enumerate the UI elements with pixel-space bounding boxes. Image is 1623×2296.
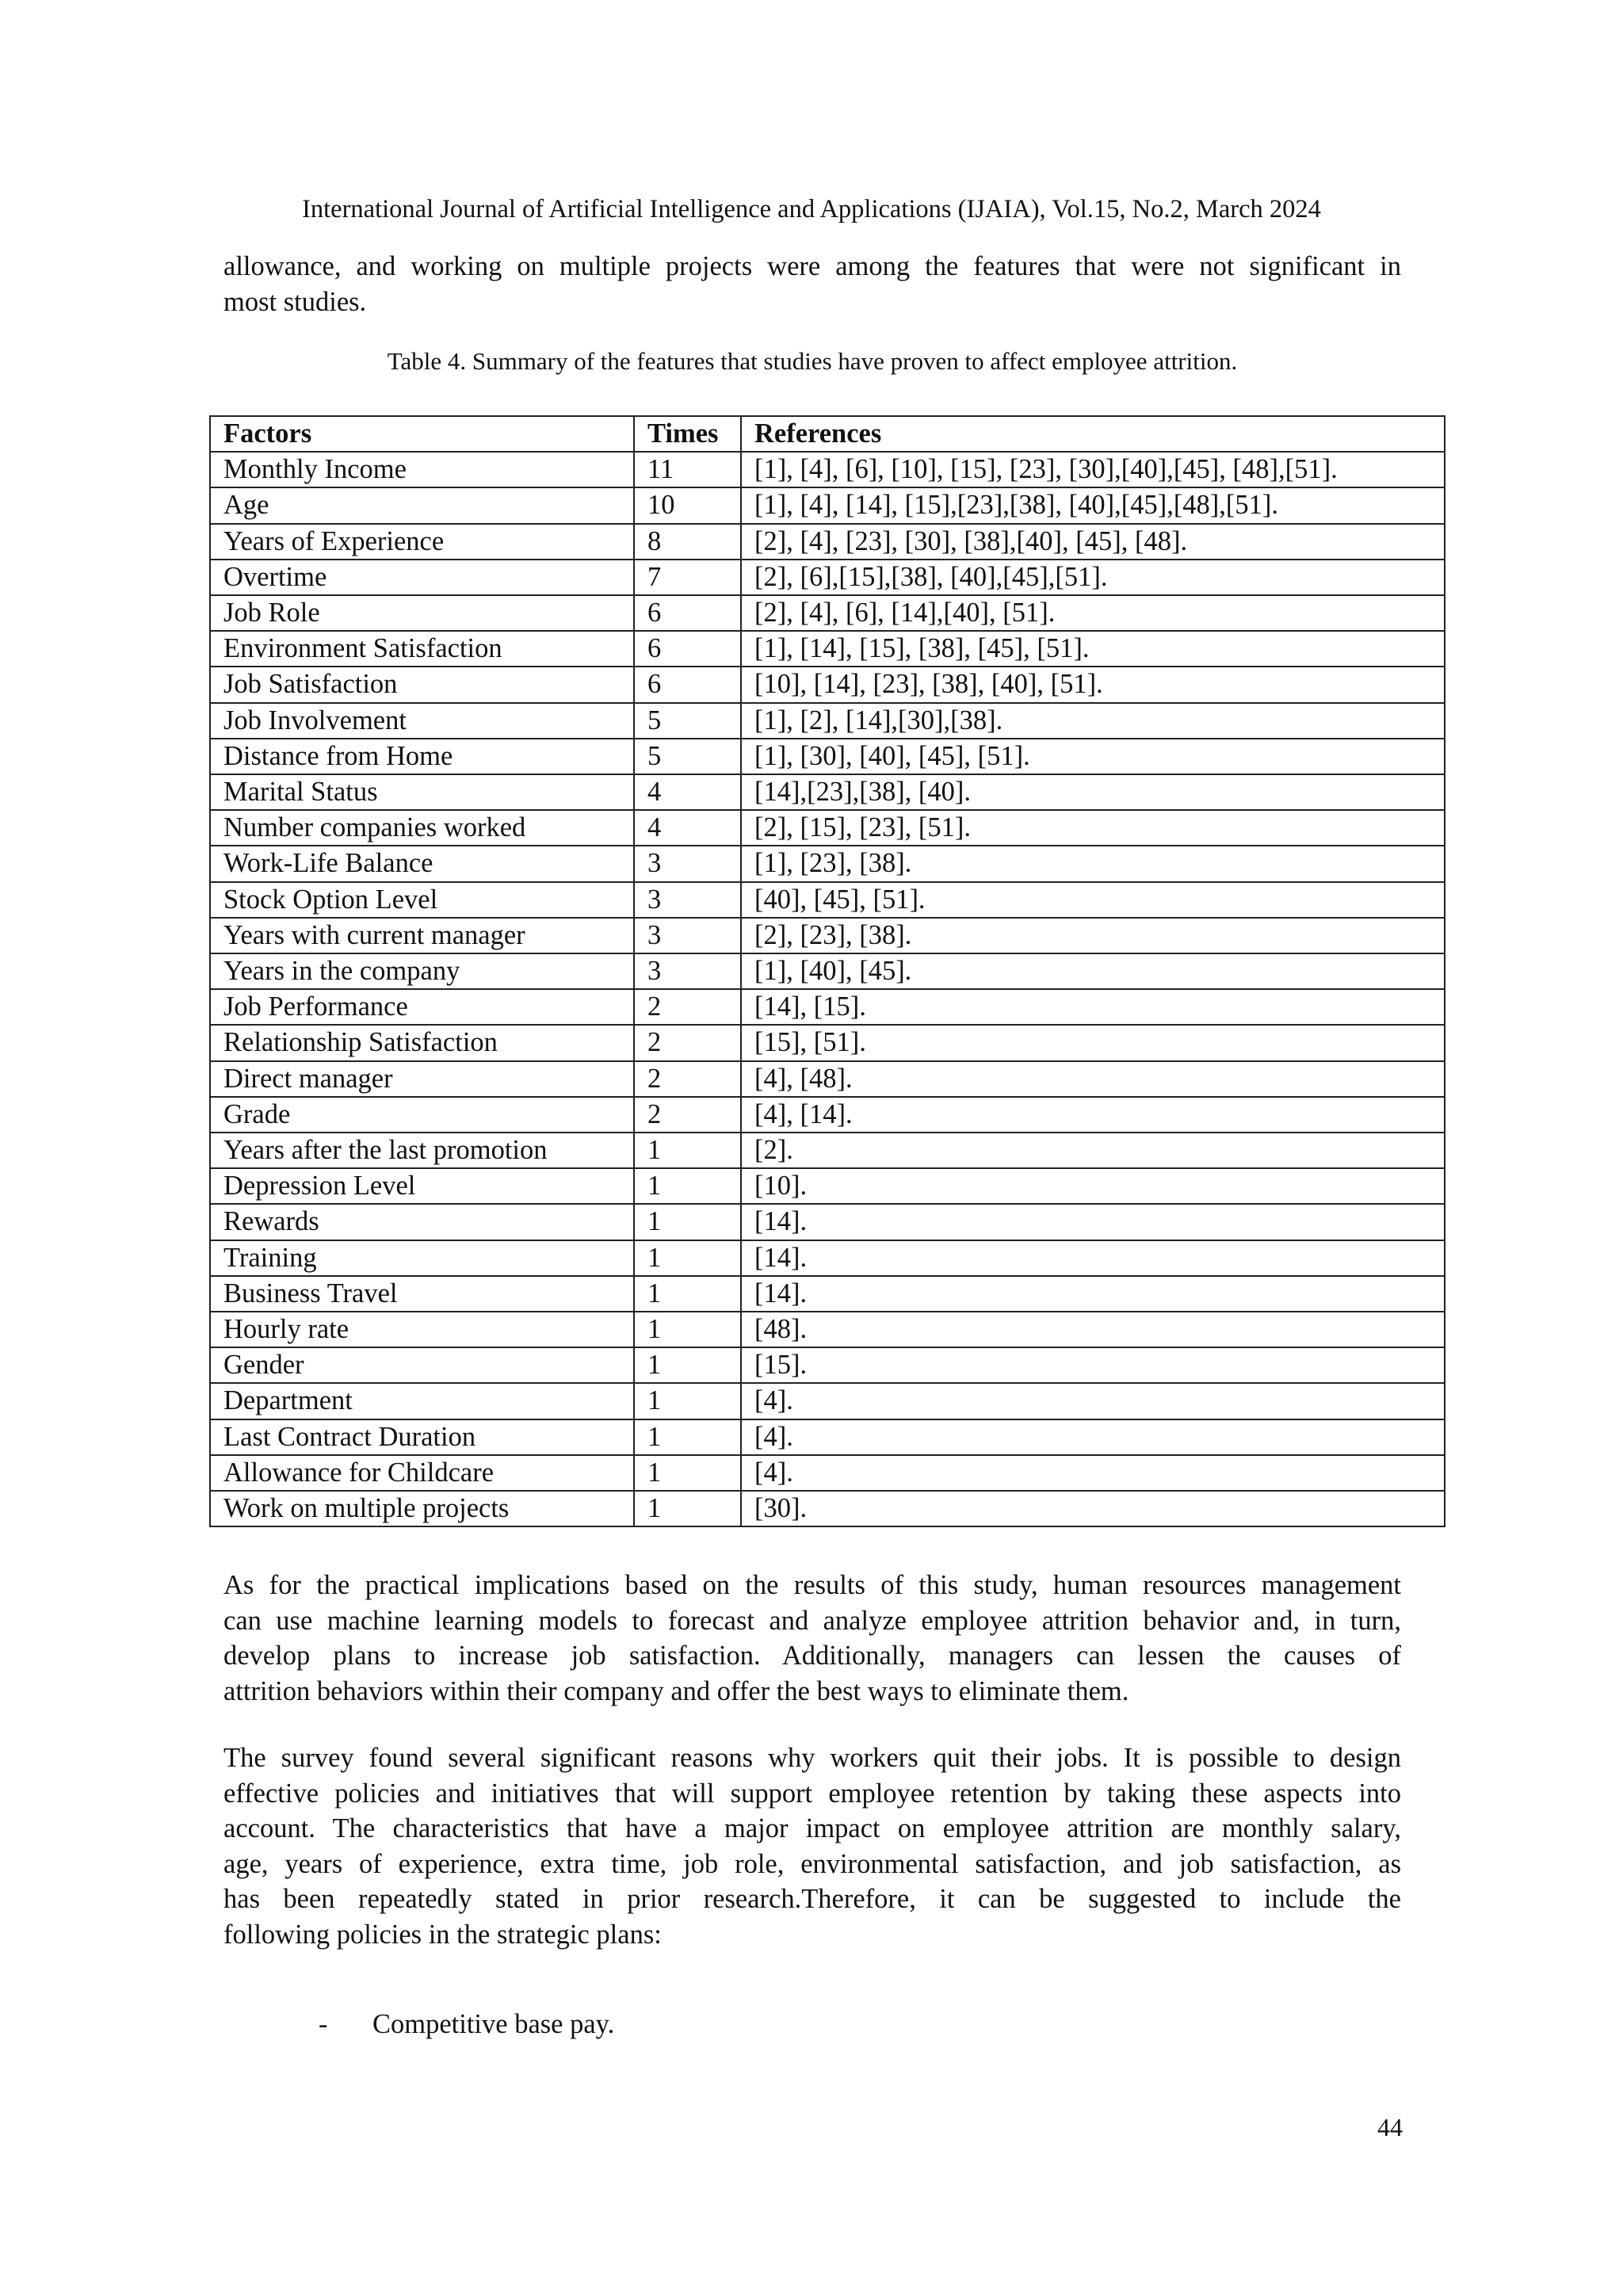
times-cell: 1 bbox=[634, 1240, 741, 1276]
running-header: International Journal of Artificial Intelligence and Applications (IJAIA), Vol.15, No.2, March 2024 bbox=[302, 195, 1321, 223]
references-cell: [1], [4], [6], [10], [15], [23], [30],[40],[45], [48],[51]. bbox=[741, 452, 1445, 487]
text-line: most studies. bbox=[223, 286, 367, 317]
factor-cell: Direct manager bbox=[210, 1061, 634, 1097]
table-row bbox=[210, 595, 1445, 631]
times-cell: 1 bbox=[634, 1347, 741, 1383]
survey-findings-paragraph bbox=[223, 1740, 1401, 1952]
bullet-text: Competitive base pay. bbox=[372, 2009, 615, 2039]
times-cell: 3 bbox=[634, 846, 741, 881]
table-row bbox=[210, 1347, 1445, 1383]
factor-cell: Years with current manager bbox=[210, 918, 634, 953]
text-line: can use machine learning models to forecast and analyze employee attrition behavior and, in turn, bbox=[223, 1605, 1401, 1636]
times-cell: 1 bbox=[634, 1133, 741, 1168]
references-cell: [2], [23], [38]. bbox=[741, 918, 1445, 953]
references-cell: [1], [4], [14], [15],[23],[38], [40],[45],[48],[51]. bbox=[741, 487, 1445, 523]
references-cell: [30]. bbox=[741, 1491, 1445, 1526]
references-cell: [4], [48]. bbox=[741, 1061, 1445, 1097]
table-header-row bbox=[210, 416, 1445, 452]
table-row bbox=[210, 1455, 1445, 1491]
references-cell: [1], [2], [14],[30],[38]. bbox=[741, 703, 1445, 739]
times-cell: 2 bbox=[634, 1061, 741, 1097]
references-cell: [4], [14]. bbox=[741, 1097, 1445, 1133]
factor-cell: Stock Option Level bbox=[210, 882, 634, 918]
text-line: account. The characteristics that have a major impact on employee attrition are monthly salary, bbox=[223, 1813, 1401, 1843]
text-line: allowance, and working on multiple projects were among the features that were not significant in bbox=[223, 251, 1401, 281]
table-row bbox=[210, 882, 1445, 918]
table-row bbox=[210, 953, 1445, 989]
references-cell: [4]. bbox=[741, 1383, 1445, 1419]
times-cell: 1 bbox=[634, 1312, 741, 1347]
references-cell: [2], [15], [23], [51]. bbox=[741, 810, 1445, 846]
factor-cell: Work on multiple projects bbox=[210, 1491, 634, 1526]
bullet-item bbox=[319, 2007, 614, 2042]
references-cell: [14]. bbox=[741, 1204, 1445, 1240]
times-cell: 1 bbox=[634, 1204, 741, 1240]
table-row bbox=[210, 739, 1445, 774]
text-line: develop plans to increase job satisfaction. Additionally, managers can lessen the causes of bbox=[223, 1641, 1401, 1671]
times-cell: 2 bbox=[634, 1025, 741, 1060]
table-row bbox=[210, 487, 1445, 523]
factor-cell: Job Role bbox=[210, 595, 634, 631]
times-cell: 6 bbox=[634, 595, 741, 631]
factor-cell: Monthly Income bbox=[210, 452, 634, 487]
table-row bbox=[210, 1133, 1445, 1168]
table-row bbox=[210, 1204, 1445, 1240]
factor-cell: Distance from Home bbox=[210, 739, 634, 774]
table-row bbox=[210, 810, 1445, 846]
factor-cell: Depression Level bbox=[210, 1168, 634, 1204]
table-row bbox=[210, 560, 1445, 595]
times-cell: 5 bbox=[634, 703, 741, 739]
times-cell: 6 bbox=[634, 667, 741, 702]
references-cell: [2], [6],[15],[38], [40],[45],[51]. bbox=[741, 560, 1445, 595]
times-cell: 3 bbox=[634, 882, 741, 918]
table-row bbox=[210, 1168, 1445, 1204]
references-cell: [14]. bbox=[741, 1240, 1445, 1276]
times-cell: 7 bbox=[634, 560, 741, 595]
table-row bbox=[210, 1276, 1445, 1312]
times-cell: 8 bbox=[634, 524, 741, 560]
practical-implications-paragraph bbox=[223, 1568, 1401, 1709]
references-cell: [15], [51]. bbox=[741, 1025, 1445, 1060]
table-row bbox=[210, 1491, 1445, 1526]
times-cell: 4 bbox=[634, 810, 741, 846]
references-cell: [14], [15]. bbox=[741, 989, 1445, 1025]
references-cell: [10], [14], [23], [38], [40], [51]. bbox=[741, 667, 1445, 702]
factor-cell: Job Performance bbox=[210, 989, 634, 1025]
column-header-times: Times bbox=[634, 416, 741, 452]
table-row bbox=[210, 918, 1445, 953]
text-line: age, years of experience, extra time, job role, environmental satisfaction, and job satisfaction, as bbox=[223, 1848, 1401, 1879]
references-cell: [2]. bbox=[741, 1133, 1445, 1168]
table-row bbox=[210, 1061, 1445, 1097]
bullet-marker: - bbox=[319, 2009, 328, 2039]
references-cell: [1], [40], [45]. bbox=[741, 953, 1445, 989]
times-cell: 5 bbox=[634, 739, 741, 774]
table-row bbox=[210, 1025, 1445, 1060]
intro-paragraph bbox=[223, 249, 1401, 319]
references-cell: [2], [4], [6], [14],[40], [51]. bbox=[741, 595, 1445, 631]
factor-cell: Job Involvement bbox=[210, 703, 634, 739]
page-number: 44 bbox=[1377, 2113, 1403, 2141]
references-cell: [4]. bbox=[741, 1419, 1445, 1455]
factor-cell: Years in the company bbox=[210, 953, 634, 989]
times-cell: 3 bbox=[634, 918, 741, 953]
table-row bbox=[210, 1383, 1445, 1419]
references-cell: [14],[23],[38], [40]. bbox=[741, 774, 1445, 810]
factor-cell: Work-Life Balance bbox=[210, 846, 634, 881]
times-cell: 10 bbox=[634, 487, 741, 523]
factor-cell: Last Contract Duration bbox=[210, 1419, 634, 1455]
text-line: has been repeatedly stated in prior research.Therefore, it can be suggested to include the bbox=[223, 1884, 1401, 1914]
factor-cell: Gender bbox=[210, 1347, 634, 1383]
factor-cell: Hourly rate bbox=[210, 1312, 634, 1347]
table-row bbox=[210, 524, 1445, 560]
times-cell: 1 bbox=[634, 1276, 741, 1312]
references-cell: [15]. bbox=[741, 1347, 1445, 1383]
factor-cell: Rewards bbox=[210, 1204, 634, 1240]
times-cell: 2 bbox=[634, 1097, 741, 1133]
text-line: The survey found several significant reasons why workers quit their jobs. It is possible to design bbox=[223, 1743, 1401, 1773]
times-cell: 2 bbox=[634, 989, 741, 1025]
factor-cell: Number companies worked bbox=[210, 810, 634, 846]
references-cell: [1], [14], [15], [38], [45], [51]. bbox=[741, 631, 1445, 667]
table-row bbox=[210, 1097, 1445, 1133]
times-cell: 1 bbox=[634, 1491, 741, 1526]
references-cell: [1], [23], [38]. bbox=[741, 846, 1445, 881]
column-header-references: References bbox=[741, 416, 1445, 452]
references-cell: [14]. bbox=[741, 1276, 1445, 1312]
factor-cell: Grade bbox=[210, 1097, 634, 1133]
references-cell: [40], [45], [51]. bbox=[741, 882, 1445, 918]
table-body bbox=[210, 452, 1445, 1526]
factor-cell: Overtime bbox=[210, 560, 634, 595]
factor-cell: Relationship Satisfaction bbox=[210, 1025, 634, 1060]
references-cell: [1], [30], [40], [45], [51]. bbox=[741, 739, 1445, 774]
factor-cell: Marital Status bbox=[210, 774, 634, 810]
factor-cell: Business Travel bbox=[210, 1276, 634, 1312]
references-cell: [4]. bbox=[741, 1455, 1445, 1491]
times-cell: 11 bbox=[634, 452, 741, 487]
table-row bbox=[210, 703, 1445, 739]
factor-cell: Age bbox=[210, 487, 634, 523]
times-cell: 1 bbox=[634, 1168, 741, 1204]
table-row bbox=[210, 1419, 1445, 1455]
table-row bbox=[210, 989, 1445, 1025]
factor-cell: Allowance for Childcare bbox=[210, 1455, 634, 1491]
table-row bbox=[210, 1240, 1445, 1276]
factor-cell: Department bbox=[210, 1383, 634, 1419]
text-line: following policies in the strategic plans: bbox=[223, 1919, 662, 1950]
references-cell: [2], [4], [23], [30], [38],[40], [45], [48]. bbox=[741, 524, 1445, 560]
times-cell: 6 bbox=[634, 631, 741, 667]
references-cell: [10]. bbox=[741, 1168, 1445, 1204]
factor-cell: Job Satisfaction bbox=[210, 667, 634, 702]
factor-cell: Years after the last promotion bbox=[210, 1133, 634, 1168]
times-cell: 3 bbox=[634, 953, 741, 989]
table-row bbox=[210, 846, 1445, 881]
text-line: As for the practical implications based on the results of this study, human resources management bbox=[223, 1570, 1401, 1600]
text-line: effective policies and initiatives that will support employee retention by taking these aspects into bbox=[223, 1778, 1401, 1809]
table-row bbox=[210, 774, 1445, 810]
times-cell: 1 bbox=[634, 1419, 741, 1455]
factor-cell: Training bbox=[210, 1240, 634, 1276]
table-row bbox=[210, 667, 1445, 702]
references-cell: [48]. bbox=[741, 1312, 1445, 1347]
factor-cell: Years of Experience bbox=[210, 524, 634, 560]
times-cell: 1 bbox=[634, 1455, 741, 1491]
column-header-factors: Factors bbox=[210, 416, 634, 452]
features-table bbox=[209, 415, 1445, 1527]
text-line: attrition behaviors within their company and offer the best ways to eliminate them. bbox=[223, 1675, 1129, 1706]
times-cell: 1 bbox=[634, 1383, 741, 1419]
table-row bbox=[210, 1312, 1445, 1347]
table-row bbox=[210, 452, 1445, 487]
times-cell: 4 bbox=[634, 774, 741, 810]
factor-cell: Environment Satisfaction bbox=[210, 631, 634, 667]
table-caption: Table 4. Summary of the features that studies have proven to affect employee attrition. bbox=[387, 347, 1238, 375]
table-row bbox=[210, 631, 1445, 667]
